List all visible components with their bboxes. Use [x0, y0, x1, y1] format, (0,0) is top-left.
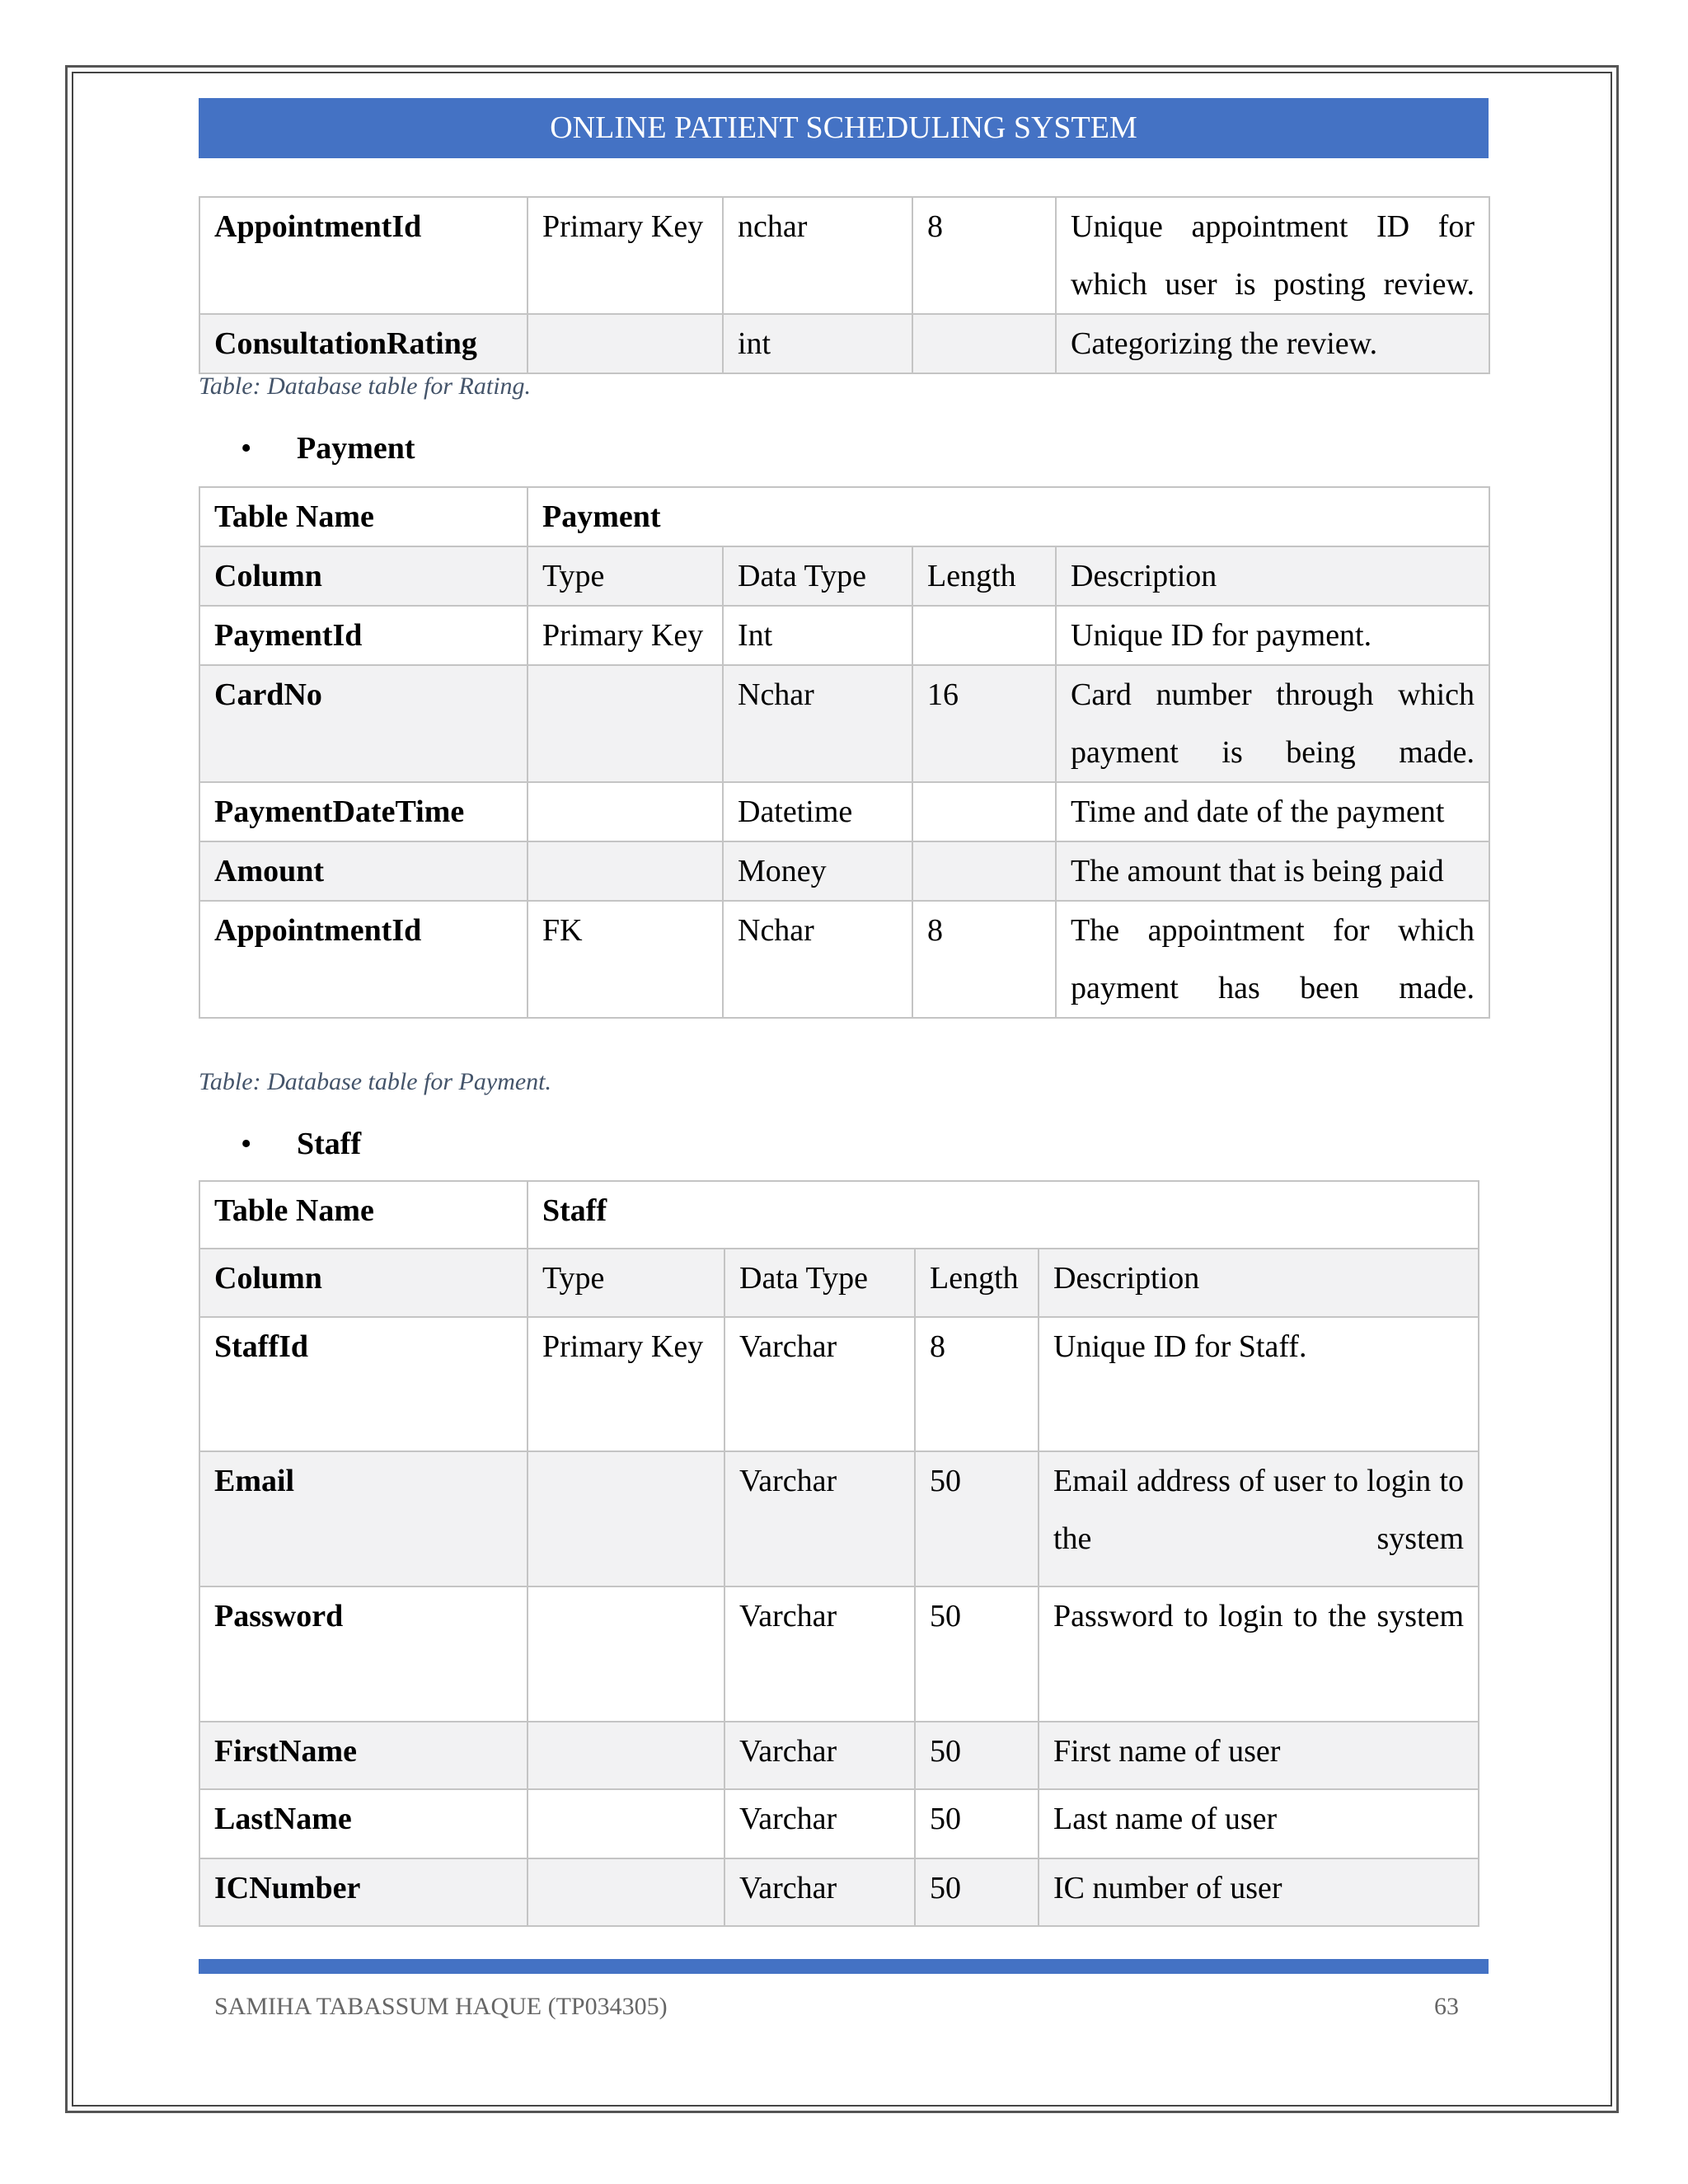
table-cell — [528, 782, 723, 841]
table-name-value: Payment — [528, 487, 1489, 546]
table-cell: Primary Key — [528, 1317, 724, 1451]
staff-table — [199, 1180, 1479, 1927]
table-cell: The appointment for which payment has been made. — [1056, 901, 1489, 1018]
table-cell: Nchar — [723, 665, 912, 782]
bullet-icon: • — [241, 1127, 252, 1161]
table-cell: int — [723, 314, 912, 373]
staff-table-block — [199, 1180, 1489, 1927]
table-cell: Email — [199, 1451, 528, 1586]
column-header: Column — [199, 1249, 528, 1317]
page-number: 63 — [1434, 1993, 1459, 2020]
table-cell: 50 — [915, 1586, 1039, 1722]
table-row — [199, 1722, 1479, 1789]
table-name-row — [199, 487, 1489, 546]
table-cell: Unique appointment ID for which user is posting review. — [1056, 197, 1489, 314]
table-cell: StaffId — [199, 1317, 528, 1451]
table-cell: Money — [723, 841, 912, 901]
table-cell: The amount that is being paid — [1056, 841, 1489, 901]
bullet-icon: • — [241, 431, 252, 466]
table-row — [199, 665, 1489, 782]
table-cell: First name of user — [1039, 1722, 1479, 1789]
table-cell: Email address of user to login to the system — [1039, 1451, 1479, 1586]
rating-table — [199, 196, 1490, 374]
footer-author: SAMIHA TABASSUM HAQUE (TP034305) — [214, 1993, 668, 2020]
table-cell — [912, 782, 1056, 841]
table-cell: nchar — [723, 197, 912, 314]
table-cell — [912, 314, 1056, 373]
table-row — [199, 782, 1489, 841]
column-header: Data Type — [723, 546, 912, 606]
footer-rule — [199, 1959, 1489, 1974]
table-cell: ICNumber — [199, 1858, 528, 1926]
table-cell: 8 — [912, 901, 1056, 1018]
table-cell — [528, 665, 723, 782]
table-cell: IC number of user — [1039, 1858, 1479, 1926]
table-cell: Categorizing the review. — [1056, 314, 1489, 373]
table-cell: Password to login to the system — [1039, 1586, 1479, 1722]
table-cell: Varchar — [724, 1451, 915, 1586]
table-cell: AppointmentId — [199, 901, 528, 1018]
table-cell: 8 — [912, 197, 1056, 314]
table-cell: Int — [723, 606, 912, 665]
table-cell: Varchar — [724, 1858, 915, 1926]
table-header-row — [199, 546, 1489, 606]
table-row — [199, 1451, 1479, 1586]
table-cell: Varchar — [724, 1789, 915, 1858]
table-name-row — [199, 1181, 1479, 1249]
table-cell: AppointmentId — [199, 197, 528, 314]
table-cell: LastName — [199, 1789, 528, 1858]
column-header: Description — [1039, 1249, 1479, 1317]
table-cell — [528, 1451, 724, 1586]
table-cell: Last name of user — [1039, 1789, 1479, 1858]
column-header: Column — [199, 546, 528, 606]
table-cell: 16 — [912, 665, 1056, 782]
table-row — [199, 197, 1489, 314]
table-name-value: Staff — [528, 1181, 1479, 1249]
table-cell: Time and date of the payment — [1056, 782, 1489, 841]
table-cell: Primary Key — [528, 197, 723, 314]
table-row — [199, 1586, 1479, 1722]
table-cell — [528, 1722, 724, 1789]
column-header: Type — [528, 546, 723, 606]
table-cell: PaymentDateTime — [199, 782, 528, 841]
table-cell: ConsultationRating — [199, 314, 528, 373]
column-header: Length — [915, 1249, 1039, 1317]
table-row — [199, 901, 1489, 1018]
table-cell — [528, 1858, 724, 1926]
table-cell: Nchar — [723, 901, 912, 1018]
column-header: Description — [1056, 546, 1489, 606]
table-cell: Unique ID for payment. — [1056, 606, 1489, 665]
table-cell: Table Name — [199, 487, 528, 546]
table-cell: 8 — [915, 1317, 1039, 1451]
table-row — [199, 1858, 1479, 1926]
table-cell — [912, 841, 1056, 901]
table-cell: Varchar — [724, 1586, 915, 1722]
table-row — [199, 606, 1489, 665]
table-header-row — [199, 1249, 1479, 1317]
table-cell: Primary Key — [528, 606, 723, 665]
page-header-title: ONLINE PATIENT SCHEDULING SYSTEM — [199, 98, 1489, 158]
table-cell — [528, 1586, 724, 1722]
table-cell: PaymentId — [199, 606, 528, 665]
table-row — [199, 1317, 1479, 1451]
table-cell: 50 — [915, 1722, 1039, 1789]
table-cell — [528, 841, 723, 901]
table-row — [199, 1789, 1479, 1858]
table-cell — [912, 606, 1056, 665]
table-cell: 50 — [915, 1451, 1039, 1586]
rating-table-block — [199, 196, 1489, 374]
table-cell: CardNo — [199, 665, 528, 782]
table-cell — [528, 1789, 724, 1858]
table-cell: Amount — [199, 841, 528, 901]
table-cell: FirstName — [199, 1722, 528, 1789]
table-row — [199, 841, 1489, 901]
table-cell: Unique ID for Staff. — [1039, 1317, 1479, 1451]
table-cell: 50 — [915, 1858, 1039, 1926]
table-cell: Table Name — [199, 1181, 528, 1249]
table-cell: FK — [528, 901, 723, 1018]
payment-table — [199, 486, 1490, 1019]
rating-table-caption: Table: Database table for Rating. — [199, 373, 532, 400]
payment-table-caption: Table: Database table for Payment. — [199, 1068, 552, 1095]
table-cell: Datetime — [723, 782, 912, 841]
table-cell — [528, 314, 723, 373]
table-row — [199, 314, 1489, 373]
table-cell: Password — [199, 1586, 528, 1722]
table-cell: 50 — [915, 1789, 1039, 1858]
table-cell: Card number through which payment is being made. — [1056, 665, 1489, 782]
section-heading: Staff — [297, 1127, 362, 1161]
table-cell: Varchar — [724, 1317, 915, 1451]
section-heading: Payment — [297, 431, 415, 466]
table-cell: Varchar — [724, 1722, 915, 1789]
column-header: Data Type — [724, 1249, 915, 1317]
column-header: Length — [912, 546, 1056, 606]
payment-table-block — [199, 486, 1489, 1019]
column-header: Type — [528, 1249, 724, 1317]
